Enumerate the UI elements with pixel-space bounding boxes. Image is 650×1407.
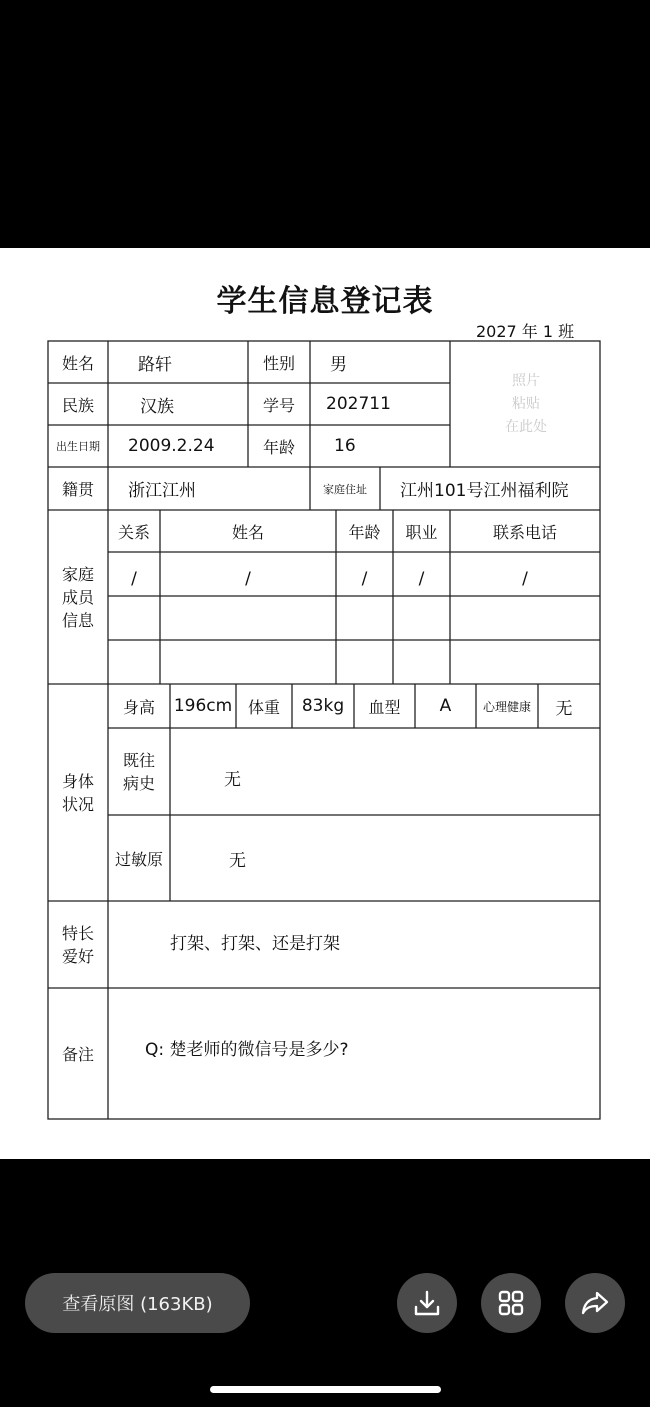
physical-section-label — [48, 684, 108, 901]
family-row1-relation: / — [131, 569, 137, 589]
grid-icon — [496, 1288, 526, 1318]
photo-placeholder-line: 照片 — [512, 373, 540, 389]
hobbies-label-line: 爱好 — [61, 946, 94, 966]
family-header-name: 姓名 — [231, 522, 264, 542]
home-indicator[interactable] — [210, 1386, 441, 1393]
medical-history-value: 无 — [224, 770, 241, 790]
share-icon — [579, 1287, 611, 1319]
home-address-value: 江州101号江州福利院 — [400, 481, 569, 501]
photo-placeholder-line: 粘贴 — [512, 396, 540, 412]
medical-history-label — [108, 728, 170, 815]
family-header-phone: 联系电话 — [492, 522, 557, 542]
download-button[interactable] — [397, 1273, 457, 1333]
gender-value: 男 — [330, 354, 347, 375]
home-address-label: 家庭住址 — [323, 482, 367, 496]
birth-date-value: 2009.2.24 — [128, 436, 215, 456]
family-section-label-line: 成员 — [61, 587, 94, 607]
class-label: 2027 年 1 班 — [476, 322, 575, 341]
family-row1-occupation: / — [418, 569, 425, 589]
student-id-label: 学号 — [262, 395, 295, 415]
medical-history-label-line: 病史 — [122, 773, 155, 793]
student-id-value: 202711 — [326, 394, 391, 414]
weight-value: 83kg — [301, 696, 345, 716]
family-row1-name: / — [245, 569, 251, 589]
height-value: 196cm — [173, 696, 233, 716]
physical-section-label-line: 身体 — [61, 771, 94, 791]
mental-health-value: 无 — [555, 698, 573, 719]
weight-label: 体重 — [247, 697, 280, 717]
form-title: 学生信息登记表 — [216, 284, 434, 319]
name-value: 路轩 — [138, 354, 172, 375]
hobbies-value: 打架、打架、还是打架 — [170, 933, 340, 954]
family-row1-age: / — [361, 569, 368, 589]
hobbies-label-line: 特长 — [61, 923, 94, 943]
age-value: 16 — [334, 436, 356, 456]
gender-label: 性别 — [262, 353, 295, 373]
native-place-label: 籍贯 — [61, 480, 94, 499]
family-section-label — [48, 510, 108, 684]
native-place-value: 浙江江州 — [128, 481, 196, 501]
photo-placeholder-line: 在此处 — [505, 419, 547, 435]
family-section-label-line: 信息 — [61, 610, 94, 630]
birth-date-label: 出生日期 — [56, 440, 100, 453]
family-header-relation: 关系 — [117, 522, 150, 542]
ethnicity-value: 汉族 — [140, 396, 174, 417]
hobbies-label — [48, 901, 108, 988]
allergens-value: 无 — [229, 850, 246, 871]
medical-history-label-line: 既往 — [122, 750, 155, 770]
photo-placeholder — [452, 370, 600, 439]
view-original-button[interactable]: 查看原图 (163KB) — [25, 1273, 250, 1333]
family-section-label-line: 家庭 — [61, 564, 94, 584]
share-button[interactable] — [565, 1273, 625, 1333]
ethnicity-label: 民族 — [61, 395, 94, 415]
family-header-age: 年龄 — [348, 522, 381, 542]
download-icon — [412, 1288, 442, 1318]
age-label: 年龄 — [262, 437, 295, 457]
name-label: 姓名 — [61, 353, 94, 373]
mental-health-label: 心理健康 — [482, 699, 531, 714]
blood-type-value: A — [439, 696, 452, 716]
grid-button[interactable] — [481, 1273, 541, 1333]
remarks-label: 备注 — [61, 1045, 94, 1064]
family-header-occupation: 职业 — [405, 522, 438, 542]
height-label: 身高 — [122, 697, 155, 717]
family-row1-phone: / — [522, 569, 528, 589]
remarks-value: Q: 楚老师的微信号是多少? — [145, 1039, 349, 1060]
blood-type-label: 血型 — [368, 697, 401, 717]
allergens-label: 过敏原 — [114, 849, 163, 869]
physical-section-label-line: 状况 — [61, 794, 94, 814]
